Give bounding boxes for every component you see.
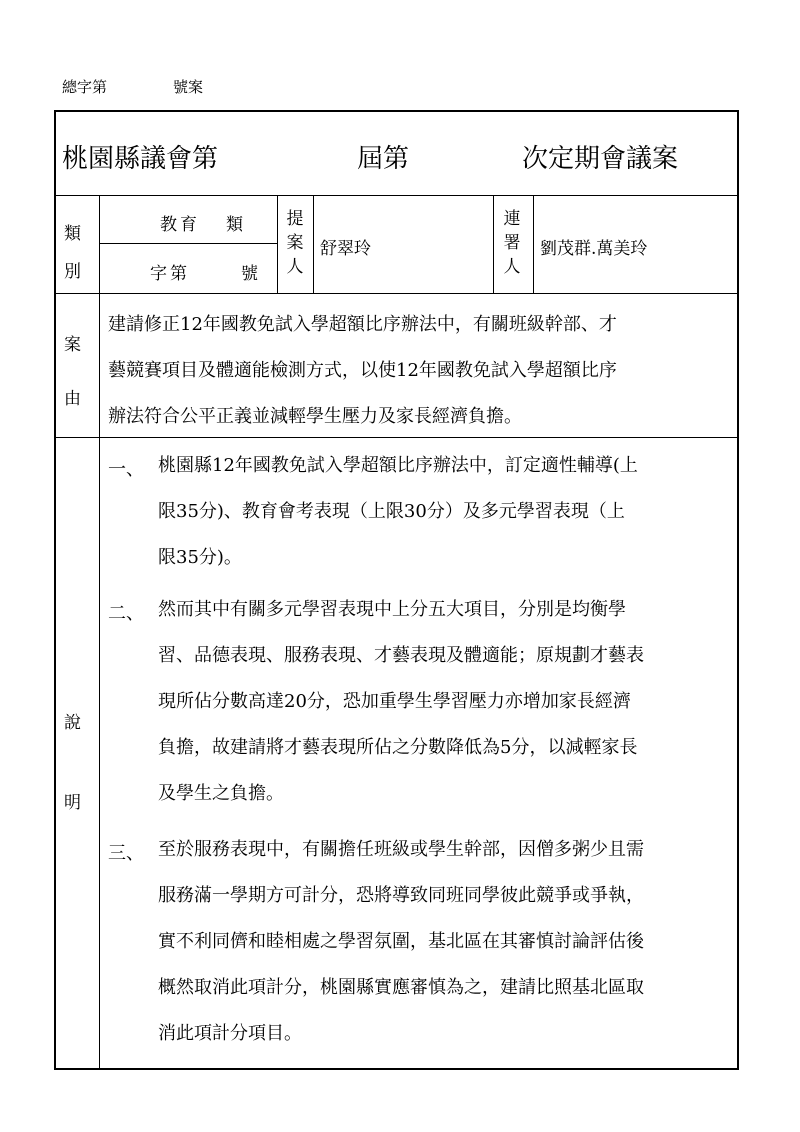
category-name: 教育 — [160, 215, 200, 235]
explanation-label-1: 說 — [64, 713, 81, 733]
divider — [55, 293, 738, 294]
cosigner-label: 連 署 人 — [503, 209, 521, 277]
reason-label-2: 由 — [64, 389, 81, 409]
divider — [100, 243, 277, 244]
item-number: 二、 — [108, 603, 144, 624]
cosigner-names: 劉茂群.萬美玲 — [540, 239, 648, 259]
divider — [533, 195, 534, 293]
reason-text: 建請修正12年國教免試入學超額比序辦法中，有關班級幹部、才 藝競賽項目及體適能檢測方式，以使12年國教免試入學超額比序 辦法符合公平正義並減輕學生壓力及家長經濟負擔。 — [108, 314, 617, 427]
divider — [313, 195, 314, 293]
category-number-suffix: 號 — [241, 264, 258, 284]
category-label-1: 類 — [64, 224, 81, 244]
proposer-name: 舒翠玲 — [320, 239, 371, 259]
divider — [99, 195, 100, 1069]
explanation-label-2: 明 — [64, 793, 81, 813]
explanation-item-3: 至於服務表現中，有關擔任班級或學生幹部，因僧多粥少且需 服務滿一學期方可計分，恐將導致同班同學彼此競爭或爭執， 實不利同儕和睦相處之學習氛圍，基北區在其審慎討論評估後 概然取消此項計分，桃園縣實應審慎為之，建請比照基北區取 消此項計分項目。 — [158, 839, 644, 1044]
divider — [493, 195, 494, 293]
category-suffix: 類 — [226, 215, 243, 235]
category-label-2: 別 — [64, 262, 81, 282]
serial-suffix: 號案 — [173, 78, 204, 96]
divider — [55, 195, 738, 196]
category-number: 字第 — [150, 264, 190, 284]
explanation-item-2: 然而其中有關多元學習表現中上分五大項目，分別是均衡學 習、品德表現、服務表現、才藝表現及體適能；原規劃才藝表 現所佔分數高達20分，恐加重學生學習壓力亦增加家長經濟 負擔，故建請將才藝表現所佔之分數降低為5分，以減輕家長 及學生之負擔。 — [158, 599, 644, 804]
title-council: 桃園縣議會第 — [62, 144, 219, 174]
divider — [277, 195, 278, 293]
title-session: 屆第 — [357, 144, 410, 174]
reason-label-1: 案 — [64, 335, 81, 355]
item-number: 一、 — [108, 459, 144, 480]
explanation-item-1: 桃園縣12年國教免試入學超額比序辦法中，訂定適性輔導(上 限35分)、教育會考表現（上限30分）及多元學習表現（上 限35分)。 — [158, 455, 638, 568]
title-meeting: 次定期會議案 — [522, 144, 679, 174]
item-number: 三、 — [108, 843, 144, 864]
proposer-label: 提 案 人 — [286, 209, 304, 277]
serial-number — [62, 76, 203, 97]
serial-prefix: 總字第 — [62, 78, 108, 96]
